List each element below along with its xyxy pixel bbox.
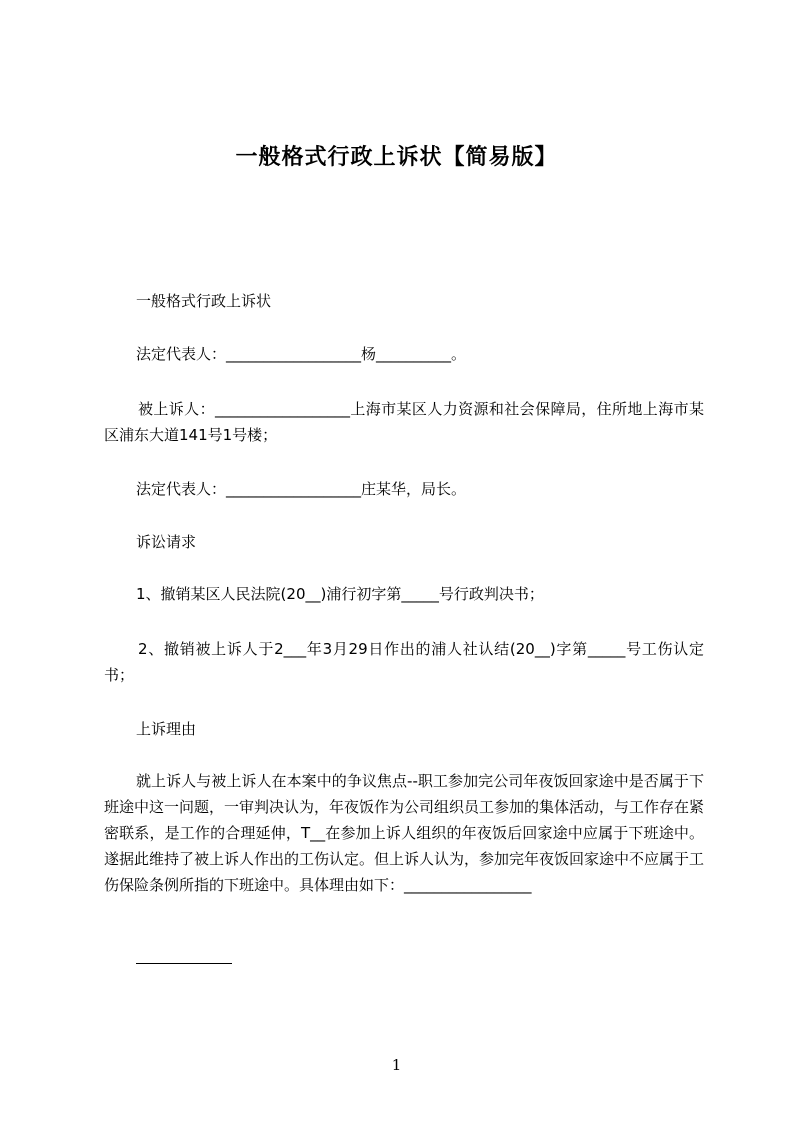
appellee-paragraph: 被上诉人：__________________上海市某区人力资源和社会保障局，住所地上海市某区浦东大道141号1号楼；: [104, 400, 704, 444]
page-number: 1: [391, 1056, 402, 1074]
reasons-heading: 上诉理由: [136, 720, 197, 738]
appellee-legal-representative-line: 法定代表人：__________________庄某华，局长。: [136, 480, 467, 498]
claims-heading: 诉讼请求: [136, 533, 197, 551]
legal-representative-line: 法定代表人：__________________杨__________。: [136, 345, 467, 363]
document-title: 一般格式行政上诉状【简易版】: [235, 145, 558, 170]
claim-item-1: 1、撤销某区人民法院(20__)浦行初字第_____号行政判决书；: [136, 585, 544, 603]
section-heading: 一般格式行政上诉状: [136, 292, 272, 310]
reasons-body-paragraph: 就上诉人与被上诉人在本案中的争议焦点--职工参加完公司年夜饭回家途中是否属于下班途中这一问题，一审判决认为，年夜饭作为公司组织员工参加的集体活动，与工作存在紧密联系，是工作的合理延伸，T__在参加上诉人组织的年夜饭后回家途中应属于下班途中。遂据此维持了被上诉人作出的工伤认定。但上诉人认为，参加完年夜饭回家途中不应属于工伤保险条例所指的下班途中。具体理由如下：_________________: [104, 772, 705, 894]
claim-item-2: 2、撤销被上诉人于2___年3月29日作出的浦人社认结(20__)字第_____号工伤认定书；: [104, 640, 704, 684]
footnote-separator-line: [136, 963, 232, 964]
